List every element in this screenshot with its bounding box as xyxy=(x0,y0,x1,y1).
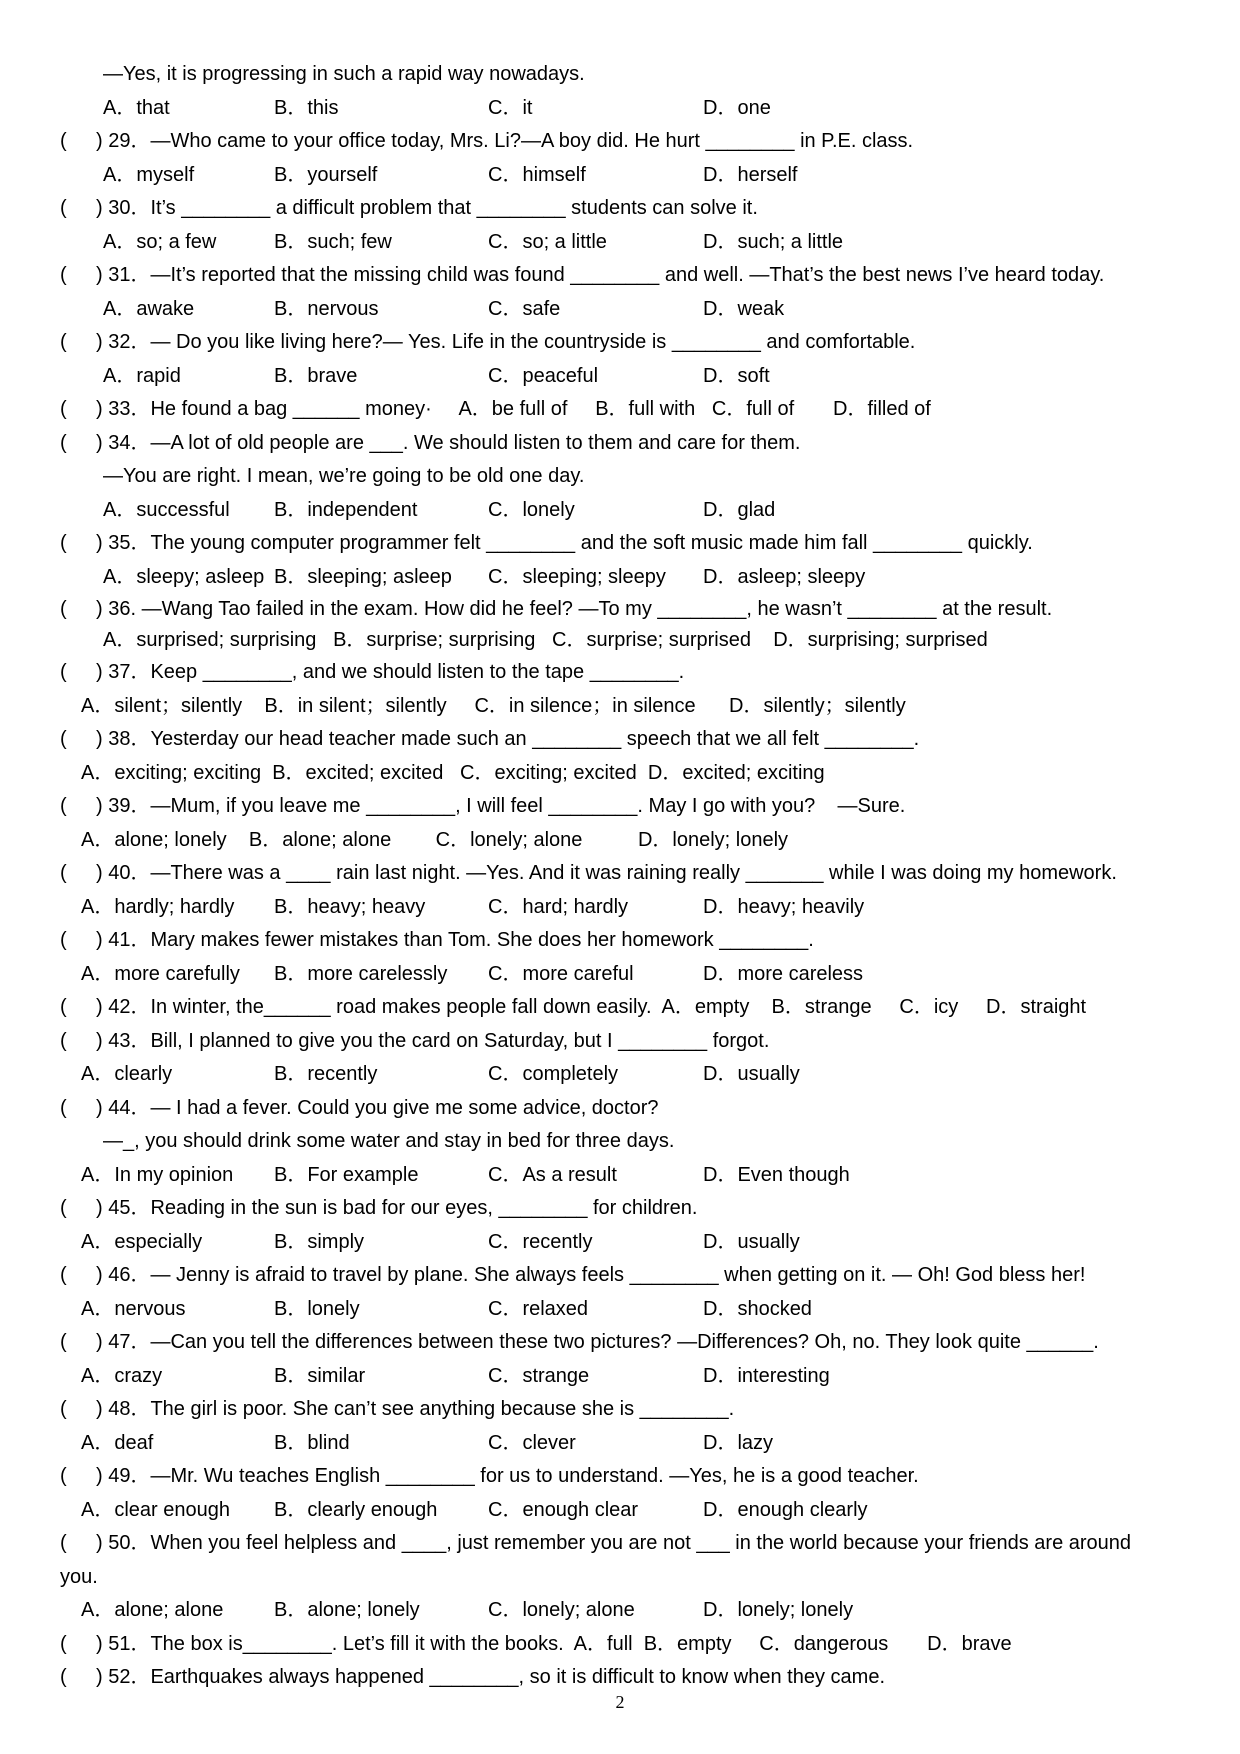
question-line xyxy=(60,723,1190,757)
question-line xyxy=(60,1628,1190,1662)
answer-paren: ( xyxy=(60,1029,67,1052)
option-d: D．heavy; heavily xyxy=(703,895,865,918)
option-d: D．one xyxy=(703,96,771,119)
option-d: D．more careless xyxy=(703,962,864,985)
option-a: A．In my opinion xyxy=(81,1163,234,1186)
question-line xyxy=(60,1092,1190,1126)
question-text: ) 36. —Wang Tao failed in the exam. How did he feel? —To my ________, he wasn’t ________ at the result. xyxy=(96,598,1053,620)
question-text: ) 48．The girl is poor. She can’t see anything because she is ________. xyxy=(96,1398,735,1420)
options-line xyxy=(60,159,1190,193)
option-d: D．Even though xyxy=(703,1163,850,1186)
option-a: A．crazy xyxy=(81,1364,163,1387)
option-a: A．myself xyxy=(103,163,195,186)
option-d: D．soft xyxy=(703,364,770,387)
options-line xyxy=(60,690,1190,724)
options-text: A．silent；silently B．in silent；silently C．in silence；in silence D．silently；silently xyxy=(81,694,906,717)
question-line xyxy=(60,1192,1190,1226)
answer-paren: ( xyxy=(60,795,67,817)
option-d: D．lonely; lonely xyxy=(703,1599,854,1621)
question-text: ) 34．—A lot of old people are ___. We should listen to them and care for them. xyxy=(96,431,801,454)
answer-paren: ( xyxy=(60,1096,67,1119)
question-text: ) 29．—Who came to your office today, Mrs. Li?—A boy did. He hurt ________ in P.E. class. xyxy=(96,130,914,152)
answer-paren: ( xyxy=(60,398,67,420)
options-line xyxy=(60,1159,1190,1193)
question-line xyxy=(60,1460,1190,1494)
question-continuation xyxy=(60,1561,1190,1595)
option-a: A．that xyxy=(103,96,170,119)
option-c: C．lonely; alone xyxy=(488,1599,635,1621)
question-text: ) 35．The young computer programmer felt ________ and the soft music made him fall ________ quickly. xyxy=(96,532,1033,554)
question-text: ) 45．Reading in the sun is bad for our eyes, ________ for children. xyxy=(96,1197,698,1219)
question-line xyxy=(60,259,1190,293)
dialogue-line xyxy=(60,460,1190,494)
option-b: B．this xyxy=(274,96,339,119)
options-line xyxy=(60,1494,1190,1528)
option-a: A．nervous xyxy=(81,1297,186,1320)
question-text: ) 52．Earthquakes always happened ________, so it is difficult to know when they came. xyxy=(96,1666,885,1688)
answer-paren: ( xyxy=(60,862,67,884)
answer-paren: ( xyxy=(60,1465,67,1487)
question-line xyxy=(60,857,1190,891)
question-line xyxy=(60,1326,1190,1360)
option-b: B．brave xyxy=(274,364,358,387)
options-line xyxy=(60,494,1190,528)
option-d: D．lazy xyxy=(703,1431,774,1454)
option-c: C．it xyxy=(488,96,533,119)
answer-paren: ( xyxy=(60,331,67,353)
answer-paren: ( xyxy=(60,1632,67,1655)
question-text: ) 39．—Mum, if you leave me ________, I will feel ________. May I go with you? —Sure. xyxy=(96,795,906,817)
options-line xyxy=(60,360,1190,394)
question-line xyxy=(60,924,1190,958)
option-c: C．relaxed xyxy=(488,1297,589,1320)
option-c: C．completely xyxy=(488,1063,619,1085)
option-c: C．clever xyxy=(488,1431,576,1454)
option-b: B．simply xyxy=(274,1230,365,1253)
dialogue-text: —You are right. I mean, we’re going to be old one day. xyxy=(103,465,585,487)
option-d: D．asleep; sleepy xyxy=(703,565,866,588)
option-c: C．recently xyxy=(488,1230,593,1253)
options-line xyxy=(60,92,1190,126)
question-text: ) 38．Yesterday our head teacher made such an ________ speech that we all felt ________. xyxy=(96,728,920,750)
answer-paren: ( xyxy=(60,929,67,951)
option-b: B．heavy; heavy xyxy=(274,895,426,918)
option-b: B．lonely xyxy=(274,1297,360,1320)
question-text: ) 49．—Mr. Wu teaches English ________ for us to understand. —Yes, he is a good teacher. xyxy=(96,1465,919,1487)
dialogue-text: —Yes, it is progressing in such a rapid way nowadays. xyxy=(103,63,585,85)
options-line xyxy=(60,561,1190,595)
question-text: ) 44．— I had a fever. Could you give me some advice, doctor? xyxy=(96,1096,659,1119)
options-line xyxy=(60,1427,1190,1461)
question-text: ) 32．— Do you like living here?— Yes. Life in the countryside is ________ and comfortable. xyxy=(96,331,916,353)
answer-paren: ( xyxy=(60,598,67,620)
question-text: ) 37．Keep ________, and we should listen to the tape ________. xyxy=(96,661,685,683)
option-a: A．hardly; hardly xyxy=(81,895,235,918)
option-c: C．lonely xyxy=(488,498,575,521)
option-b: B．clearly enough xyxy=(274,1498,438,1521)
option-d: D．such; a little xyxy=(703,230,844,253)
option-d: D．enough clearly xyxy=(703,1498,868,1521)
question-line xyxy=(60,1259,1190,1293)
option-b: B．nervous xyxy=(274,297,379,320)
option-d: D．weak xyxy=(703,297,785,320)
option-c: C．peaceful xyxy=(488,364,599,387)
answer-paren: ( xyxy=(60,532,67,554)
option-d: D．interesting xyxy=(703,1364,830,1387)
options-line xyxy=(60,1360,1190,1394)
answer-paren: ( xyxy=(60,1532,67,1554)
answer-paren: ( xyxy=(60,728,67,750)
option-c: C．enough clear xyxy=(488,1498,639,1521)
question-text: you. xyxy=(60,1565,98,1588)
option-b: B．blind xyxy=(274,1431,350,1454)
option-b: B．independent xyxy=(274,498,418,521)
question-text: ) 47．—Can you tell the differences between these two pictures? —Differences? Oh, no. They look quite ______. xyxy=(96,1331,1099,1353)
option-b: B．yourself xyxy=(274,163,378,186)
option-a: A．deaf xyxy=(81,1431,154,1454)
option-a: A．alone; alone xyxy=(81,1599,224,1621)
question-line xyxy=(60,125,1190,159)
dialogue-text: —_, you should drink some water and stay in bed for three days. xyxy=(103,1130,675,1152)
option-b: B．such; few xyxy=(274,230,392,253)
options-text: A．alone; lonely B．alone; alone C．lonely; alone D．lonely; lonely xyxy=(81,828,789,851)
option-d: D．herself xyxy=(703,163,798,186)
question-text: ) 41．Mary makes fewer mistakes than Tom. She does her homework ________. xyxy=(96,929,814,951)
options-text: A．exciting; exciting B．excited; excited C．exciting; excited D．excited; exciting xyxy=(81,761,825,784)
options-line xyxy=(60,1594,1190,1628)
options-text: A．surprised; surprising B．surprise; surprising C．surprise; surprised D．surprising; surprised xyxy=(103,629,988,651)
question-text: ) 40．—There was a ____ rain last night. —Yes. And it was raining really _______ while I was doing my homework. xyxy=(96,862,1117,884)
option-b: B．alone; lonely xyxy=(274,1599,420,1621)
option-c: C．sleeping; sleepy xyxy=(488,565,666,588)
question-line xyxy=(60,393,1190,427)
options-line xyxy=(60,625,1190,656)
question-text: ) 50．When you feel helpless and ____, just remember you are not ___ in the world because your friends are around xyxy=(96,1532,1132,1554)
options-line xyxy=(60,757,1190,791)
question-text: ) 30．It’s ________ a difficult problem that ________ students can solve it. xyxy=(96,197,758,219)
question-text: ) 43．Bill, I planned to give you the card on Saturday, but I ________ forgot. xyxy=(96,1029,770,1052)
option-c: C．safe xyxy=(488,297,561,320)
answer-paren: ( xyxy=(60,1666,67,1688)
option-c: C．himself xyxy=(488,163,586,186)
page-number: 2 xyxy=(615,1692,625,1712)
question-list xyxy=(60,58,1190,1695)
option-c: C．As a result xyxy=(488,1163,617,1186)
question-line xyxy=(60,1527,1190,1561)
options-line xyxy=(60,1058,1190,1092)
option-a: A．awake xyxy=(103,297,195,320)
dialogue-line xyxy=(60,1125,1190,1159)
answer-paren: ( xyxy=(60,431,67,454)
option-b: B．more carelessly xyxy=(274,962,448,985)
options-line xyxy=(60,226,1190,260)
option-a: A．sleepy; asleep xyxy=(103,565,265,588)
option-c: C．more careful xyxy=(488,962,634,985)
question-line xyxy=(60,192,1190,226)
option-d: D．glad xyxy=(703,498,776,521)
question-text: ) 51．The box is________. Let’s fill it with the books. A．full B．empty C．dangerous D．brave xyxy=(96,1632,1012,1655)
question-line xyxy=(60,790,1190,824)
question-text: ) 42．In winter, the______ road makes people fall down easily. A．empty B．strange C．icy D．straight xyxy=(96,996,1087,1018)
question-line xyxy=(60,656,1190,690)
question-line xyxy=(60,326,1190,360)
option-a: A．so; a few xyxy=(103,230,217,253)
answer-paren: ( xyxy=(60,130,67,152)
question-text: ) 46．— Jenny is afraid to travel by plane. She always feels ________ when getting on it. — Oh! God bless her! xyxy=(96,1264,1086,1286)
answer-paren: ( xyxy=(60,197,67,219)
options-line xyxy=(60,293,1190,327)
options-line xyxy=(60,1226,1190,1260)
question-text: ) 33．He found a bag ______ money· A．be full of B．full with C．full of D．filled of xyxy=(96,398,931,420)
option-d: D．usually xyxy=(703,1063,800,1085)
option-d: D．usually xyxy=(703,1230,800,1253)
option-b: B．similar xyxy=(274,1364,366,1387)
answer-paren: ( xyxy=(60,996,67,1018)
question-line xyxy=(60,991,1190,1025)
answer-paren: ( xyxy=(60,661,67,683)
question-line xyxy=(60,427,1190,461)
option-a: A．more carefully xyxy=(81,962,240,985)
option-b: B．recently xyxy=(274,1063,378,1085)
question-text: ) 31．—It’s reported that the missing child was found ________ and well. —That’s the best news I’ve heard today. xyxy=(96,264,1105,286)
option-c: C．hard; hardly xyxy=(488,895,629,918)
option-c: C．strange xyxy=(488,1364,590,1387)
option-a: A．clearly xyxy=(81,1063,173,1085)
question-line xyxy=(60,1393,1190,1427)
answer-paren: ( xyxy=(60,1197,67,1219)
option-a: A．especially xyxy=(81,1230,203,1253)
option-c: C．so; a little xyxy=(488,230,607,253)
options-line xyxy=(60,891,1190,925)
answer-paren: ( xyxy=(60,264,67,286)
answer-paren: ( xyxy=(60,1398,67,1420)
dialogue-line xyxy=(60,58,1190,92)
option-a: A．successful xyxy=(103,498,230,521)
options-line xyxy=(60,1293,1190,1327)
answer-paren: ( xyxy=(60,1331,67,1353)
option-b: B．sleeping; asleep xyxy=(274,565,452,588)
options-line xyxy=(60,958,1190,992)
option-a: A．rapid xyxy=(103,364,181,387)
question-line xyxy=(60,1025,1190,1059)
options-line xyxy=(60,824,1190,858)
question-line xyxy=(60,527,1190,561)
option-a: A．clear enough xyxy=(81,1498,230,1521)
question-line xyxy=(60,594,1190,625)
option-d: D．shocked xyxy=(703,1297,812,1320)
option-b: B．For example xyxy=(274,1163,419,1186)
answer-paren: ( xyxy=(60,1264,67,1286)
